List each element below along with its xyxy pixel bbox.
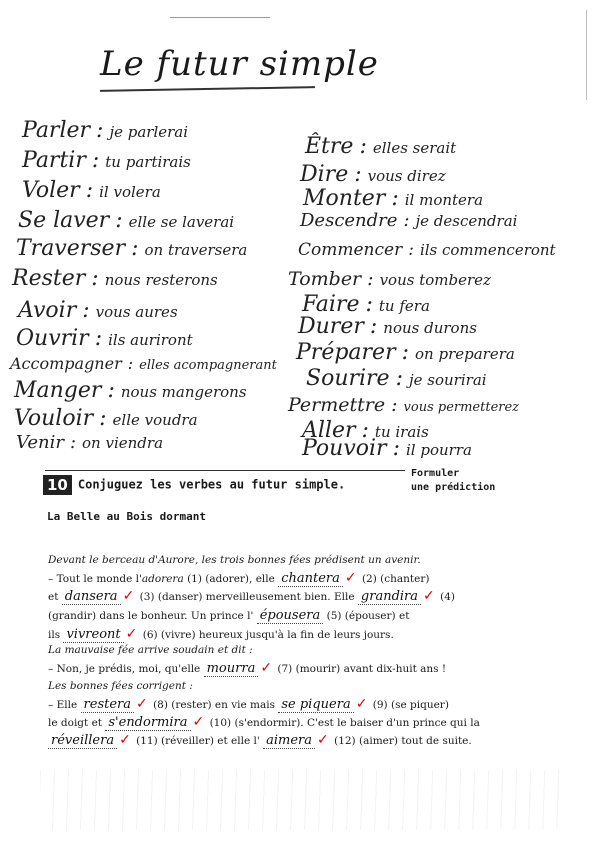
verb-entry: Descendre : je descendrai (300, 210, 518, 231)
verb-entry: Monter : il montera (303, 186, 484, 211)
answer-5: épousera (257, 608, 324, 624)
answer-7: mourra (204, 661, 259, 677)
verb-entry: Voler : il volera (22, 178, 161, 203)
exercise-line: (grandir) dans le bonheur. Un prince l' épousera (5) (épouser) et (48, 608, 410, 623)
verb-entry: Venir : on viendra (16, 432, 164, 453)
verb-entry: Durer : nous durons (298, 314, 477, 339)
page-title: Le futur simple (100, 44, 379, 84)
title-underline (100, 86, 315, 92)
verb-entry: Être : elles serait (305, 134, 457, 159)
answer-9: se piquera (278, 697, 353, 713)
answer-12: aimera (263, 733, 315, 749)
answer-8: restera (81, 697, 134, 713)
answer-10: s'endormira (105, 715, 190, 731)
verb-entry: Faire : tu fera (302, 292, 430, 317)
verb-entry: Manger : nous mangerons (14, 378, 247, 403)
verb-entry: Ouvrir : ils auriront (16, 326, 193, 351)
story-intro: Devant le berceau d'Aurore, les trois bonnes fées prédisent un avenir. (48, 554, 421, 566)
verb-entry: Dire : vous direz (300, 162, 446, 187)
verb-entry: Accompagner : elles acompagnerant (10, 354, 277, 373)
verb-entry: Tomber : vous tomberez (288, 268, 491, 290)
verb-entry: Commencer : ils commenceront (298, 240, 556, 260)
verb-entry: Partir : tu partirais (22, 148, 191, 173)
answer-11: réveillera (48, 733, 117, 749)
answer-2: chantera (278, 571, 343, 587)
check-mark: ✓ (344, 570, 357, 586)
exercise-line: – Tout le monde l'adorera (1) (adorer), elle chantera ✓ (2) (chanter) (48, 570, 430, 586)
exercise-line: ils vivreont ✓ (6) (vivre) heureux jusqu'à la fin de leurs jours. (48, 626, 394, 642)
verb-entry: Permettre : vous permetterez (288, 394, 520, 416)
verb-entry: Rester : nous resterons (12, 266, 218, 291)
verb-entry: Pouvoir : il pourra (302, 436, 472, 461)
verb-entry: Traverser : on traversera (16, 236, 248, 261)
verb-entry: Se laver : elle se laverai (18, 208, 235, 233)
verb-entry: Aller : tu irais (302, 418, 429, 443)
exercise-line: et dansera ✓ (3) (danser) merveilleusement bien. Elle grandira ✓ (4) (48, 588, 455, 604)
exercise-line: réveillera ✓ (11) (réveiller) et elle l' aimera ✓ (12) (aimer) tout de suite. (48, 732, 472, 748)
edge-mark (586, 10, 587, 100)
exercise-line: – Elle restera ✓ (8) (rester) en vie mais se piquera ✓ (9) (se piquer) (48, 696, 449, 712)
answer-3: dansera (62, 589, 121, 605)
exercise-line: La mauvaise fée arrive soudain et dit : (48, 644, 253, 656)
top-rule (170, 17, 270, 18)
verb-entry: Parler : je parlerai (22, 118, 189, 143)
exercise-header (43, 474, 345, 495)
verb-entry: Préparer : on preparera (296, 340, 515, 365)
verb-entry: Avoir : vous aures (18, 298, 178, 323)
verb-entry: Vouloir : elle voudra (14, 406, 198, 431)
exercise-line: le doigt et s'endormira ✓ (10) (s'endormir). C'est le baiser d'un prince qui la (48, 714, 480, 730)
answer-1: adorera (141, 573, 184, 585)
story-title: La Belle au Bois dormant (47, 510, 206, 523)
section-divider (45, 470, 405, 471)
exercise-side-label: Formuler une prédiction (411, 468, 496, 493)
verb-entry: Sourire : je sourirai (306, 366, 487, 391)
answer-4: grandira (358, 589, 421, 605)
exercise-line: Les bonnes fées corrigent : (48, 680, 193, 692)
exercise-number: 10 (43, 475, 72, 495)
answer-6: vivreont (63, 627, 123, 643)
scan-texture (40, 770, 560, 830)
exercise-line: – Non, je prédis, moi, qu'elle mourra ✓ (7) (mourir) avant dix-huit ans ! (48, 660, 447, 676)
exercise-instruction: Conjuguez les verbes au futur simple. (77, 477, 346, 492)
